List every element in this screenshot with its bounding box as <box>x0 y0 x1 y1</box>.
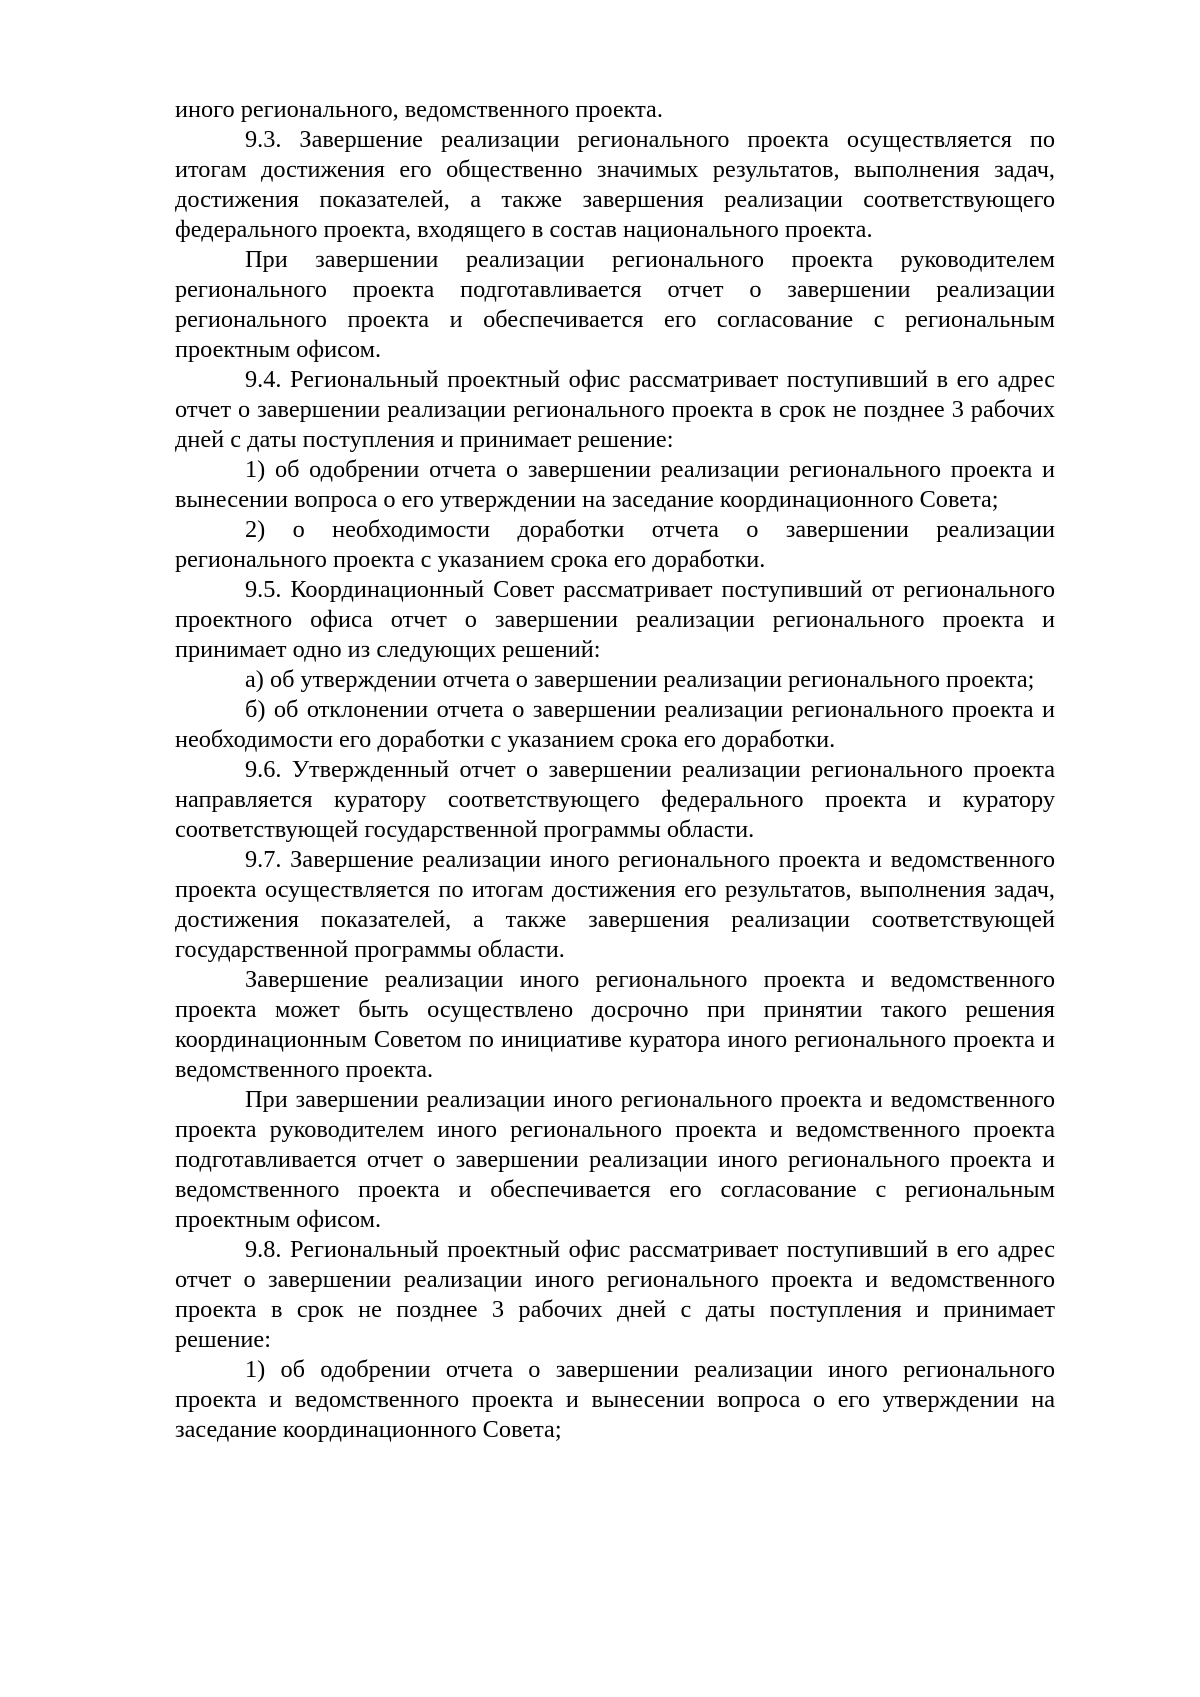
clause-9-3-report: При завершении реализации регионального проекта руководителем регионального проекта подготавливается отчет о завершении реализации регионального проекта и обеспечивается его согласование с региональным проектным офисом. <box>175 246 1055 363</box>
clause-9-7-early-completion: Завершение реализации иного регионального проекта и ведомственного проекта может быть осуществлено досрочно при принятии такого решения координационным Советом по инициативе куратора иного регионального проекта и ведомственного проекта. <box>175 966 1055 1083</box>
clause-9-7-report: При завершении реализации иного регионального проекта и ведомственного проекта руководителем иного регионального проекта и ведомственного проекта подготавливается отчет о завершении реализации иного регионального проекта и ведомственного проекта и обеспечивается его согласование с региональным проектным офисом. <box>175 1086 1055 1233</box>
clause-9-8-item-1: 1) об одобрении отчета о завершении реализации иного регионального проекта и ведомственного проекта и вынесении вопроса о его утверждении на заседание координационного Совета; <box>175 1356 1055 1443</box>
clause-9-4-item-2: 2) о необходимости доработки отчета о завершении реализации регионального проекта с указанием срока его доработки. <box>175 516 1055 573</box>
clause-9-4-item-1: 1) об одобрении отчета о завершении реализации регионального проекта и вынесении вопроса о его утверждении на заседание координационного Совета; <box>175 456 1055 513</box>
clause-9-5-item-b: б) об отклонении отчета о завершении реализации регионального проекта и необходимости его доработки с указанием срока его доработки. <box>175 696 1055 753</box>
clause-9-4: 9.4. Региональный проектный офис рассматривает поступивший в его адрес отчет о завершении реализации регионального проекта в срок не позднее 3 рабочих дней с даты поступления и принимает решение: <box>175 366 1055 453</box>
continuation-line: иного регионального, ведомственного проекта. <box>175 96 663 123</box>
clause-9-5: 9.5. Координационный Совет рассматривает поступивший от регионального проектного офиса отчет о завершении реализации регионального проекта и принимает одно из следующих решений: <box>175 576 1055 663</box>
clause-9-8: 9.8. Региональный проектный офис рассматривает поступивший в его адрес отчет о завершении реализации иного регионального проекта и ведомственного проекта в срок не позднее 3 рабочих дней с даты поступления и принимает решение: <box>175 1236 1055 1353</box>
clause-9-3: 9.3. Завершение реализации регионального проекта осуществляется по итогам достижения его общественно значимых результатов, выполнения задач, достижения показателей, а также завершения реализации соответствующего федерального проекта, входящего в состав национального проекта. <box>175 126 1055 243</box>
document-page <box>175 95 1055 1445</box>
clause-9-5-item-a: а) об утверждении отчета о завершении реализации регионального проекта; <box>245 666 1035 693</box>
clause-9-7: 9.7. Завершение реализации иного регионального проекта и ведомственного проекта осуществляется по итогам достижения его результатов, выполнения задач, достижения показателей, а также завершения реализации соответствующей государственной программы области. <box>175 846 1055 963</box>
clause-9-6: 9.6. Утвержденный отчет о завершении реализации регионального проекта направляется куратору соответствующего федерального проекта и куратору соответствующей государственной программы области. <box>175 756 1055 843</box>
